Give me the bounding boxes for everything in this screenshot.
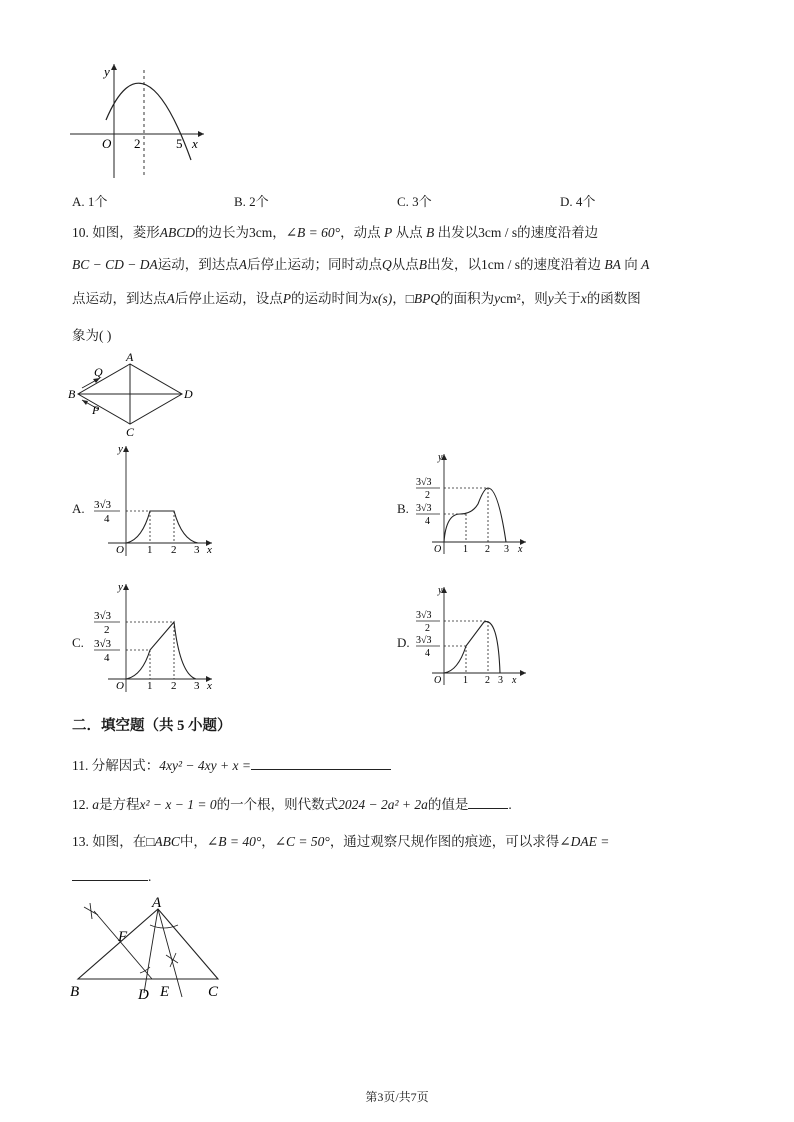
fig13-label-d: D (138, 987, 149, 1003)
q13-answer-blank[interactable] (72, 866, 148, 881)
q10-option-d-graph (412, 583, 532, 693)
opt-d-lab2-num: 3√3 (416, 635, 432, 646)
opt-c-y: y (118, 581, 123, 593)
rhombus-label-d: D (184, 387, 193, 401)
q10-option-b-label: B. (397, 501, 409, 516)
q10-line-3: 点运动，到达点A后停止运动，设点P的运动时间为x(s)，□BPQ的面积为ycm²，则y关于x的函数图 (72, 291, 641, 306)
rhombus-label-c: C (126, 425, 135, 438)
opt-c-lab2-num: 3√3 (94, 638, 112, 650)
q10-option-b-graph (412, 450, 532, 560)
q9-y-label: y (104, 64, 110, 79)
q9-choice-a: A. 1个 (72, 194, 108, 209)
opt-a-x: x (207, 544, 212, 556)
opt-c-lab1-num: 3√3 (94, 610, 112, 622)
fig13-label-a: A (152, 895, 162, 911)
opt-d-lab2-den: 4 (425, 648, 430, 659)
q9-tick-5: 5 (176, 136, 183, 151)
fig13-label-b: B (70, 984, 80, 1000)
q10-option-a-graph (88, 440, 218, 560)
opt-b-lab1-den: 2 (425, 490, 430, 501)
opt-b-t1: 1 (463, 544, 468, 555)
opt-c-origin: O (116, 680, 124, 692)
fig13-label-c: C (208, 984, 219, 1000)
opt-a-y: y (118, 443, 123, 455)
opt-d-y: y (438, 585, 443, 596)
opt-b-lab2-num: 3√3 (416, 503, 432, 514)
rhombus-label-b: B (68, 387, 76, 401)
fig13-label-f: F (118, 929, 128, 945)
q9-choice-c: C. 3个 (397, 194, 432, 209)
page-footer: 第3页/共7页 (365, 1090, 429, 1104)
opt-d-t1: 1 (463, 675, 468, 686)
q10-option-d-label: D. (397, 635, 410, 650)
opt-b-t3: 3 (504, 544, 509, 555)
q10-option-c-label: C. (72, 635, 84, 650)
q13-line-1: 13. 如图，在□ABC中，∠B = 40°，∠C = 50°，通过观察尺规作图的痕迹，可以求得∠DAE = (72, 834, 610, 849)
q9-tick-2: 2 (134, 136, 141, 151)
fig13-label-e: E (160, 984, 170, 1000)
opt-d-t3: 3 (498, 675, 503, 686)
opt-c-lab2-den: 4 (104, 652, 110, 664)
q13-line-2: . (72, 866, 151, 886)
q11-line: 11. 分解因式：4xy² − 4xy + x = (72, 755, 391, 775)
opt-a-origin: O (116, 544, 124, 556)
opt-c-t2: 2 (171, 680, 177, 692)
opt-a-t1: 1 (147, 544, 153, 556)
q10-rhombus-figure (66, 350, 201, 438)
opt-a-t3: 3 (194, 544, 200, 556)
q9-x-label: x (192, 136, 198, 151)
opt-c-t1: 1 (147, 680, 153, 692)
rhombus-label-q: Q (94, 365, 103, 379)
opt-d-lab1-den: 2 (425, 623, 430, 634)
q10-option-c-graph (88, 578, 218, 698)
opt-d-x: x (512, 675, 517, 686)
opt-b-lab1-num: 3√3 (416, 477, 432, 488)
opt-b-t2: 2 (485, 544, 490, 555)
rhombus-label-p: P (92, 403, 100, 417)
q12-answer-blank[interactable] (468, 794, 508, 809)
q10-option-a-label: A. (72, 501, 85, 516)
q10-line-1: 10. 如图，菱形ABCD的边长为3cm，∠B = 60°，动点 P 从点 B 出发以3cm / s的速度沿着边 (72, 225, 599, 240)
q10-line-2: BC − CD − DA运动，到达点A后停止运动；同时动点Q从点B出发，以1cm / s的速度沿着边 BA 向 A (72, 257, 650, 272)
section-2-heading: 二．填空题（共 5 小题） (72, 718, 232, 734)
q9-parabola-graph (66, 60, 211, 180)
q12-line: 12. a是方程x² − x − 1 = 0的一个根，则代数式2024 − 2a² + 2a的值是 . (72, 794, 512, 814)
opt-b-lab2-den: 4 (425, 516, 430, 527)
q9-choice-d: D. 4个 (560, 194, 596, 209)
opt-b-origin: O (434, 544, 442, 555)
opt-b-y: y (438, 452, 443, 463)
q13-triangle-figure (66, 893, 236, 1003)
opt-c-lab1-den: 2 (104, 624, 110, 636)
q11-answer-blank[interactable] (251, 755, 391, 770)
opt-b-x: x (518, 544, 523, 555)
opt-d-lab1-num: 3√3 (416, 610, 432, 621)
q9-origin: O (102, 136, 112, 151)
opt-c-x: x (207, 680, 212, 692)
opt-a-lab-num: 3√3 (94, 499, 112, 511)
opt-d-t2: 2 (485, 675, 490, 686)
q10-line-4: 象为( ) (72, 328, 112, 343)
opt-c-t3: 3 (194, 680, 200, 692)
opt-a-lab-den: 4 (104, 513, 110, 525)
opt-d-origin: O (434, 675, 442, 686)
q9-choice-b: B. 2个 (234, 194, 269, 209)
rhombus-label-a: A (126, 350, 134, 364)
opt-a-t2: 2 (171, 544, 177, 556)
